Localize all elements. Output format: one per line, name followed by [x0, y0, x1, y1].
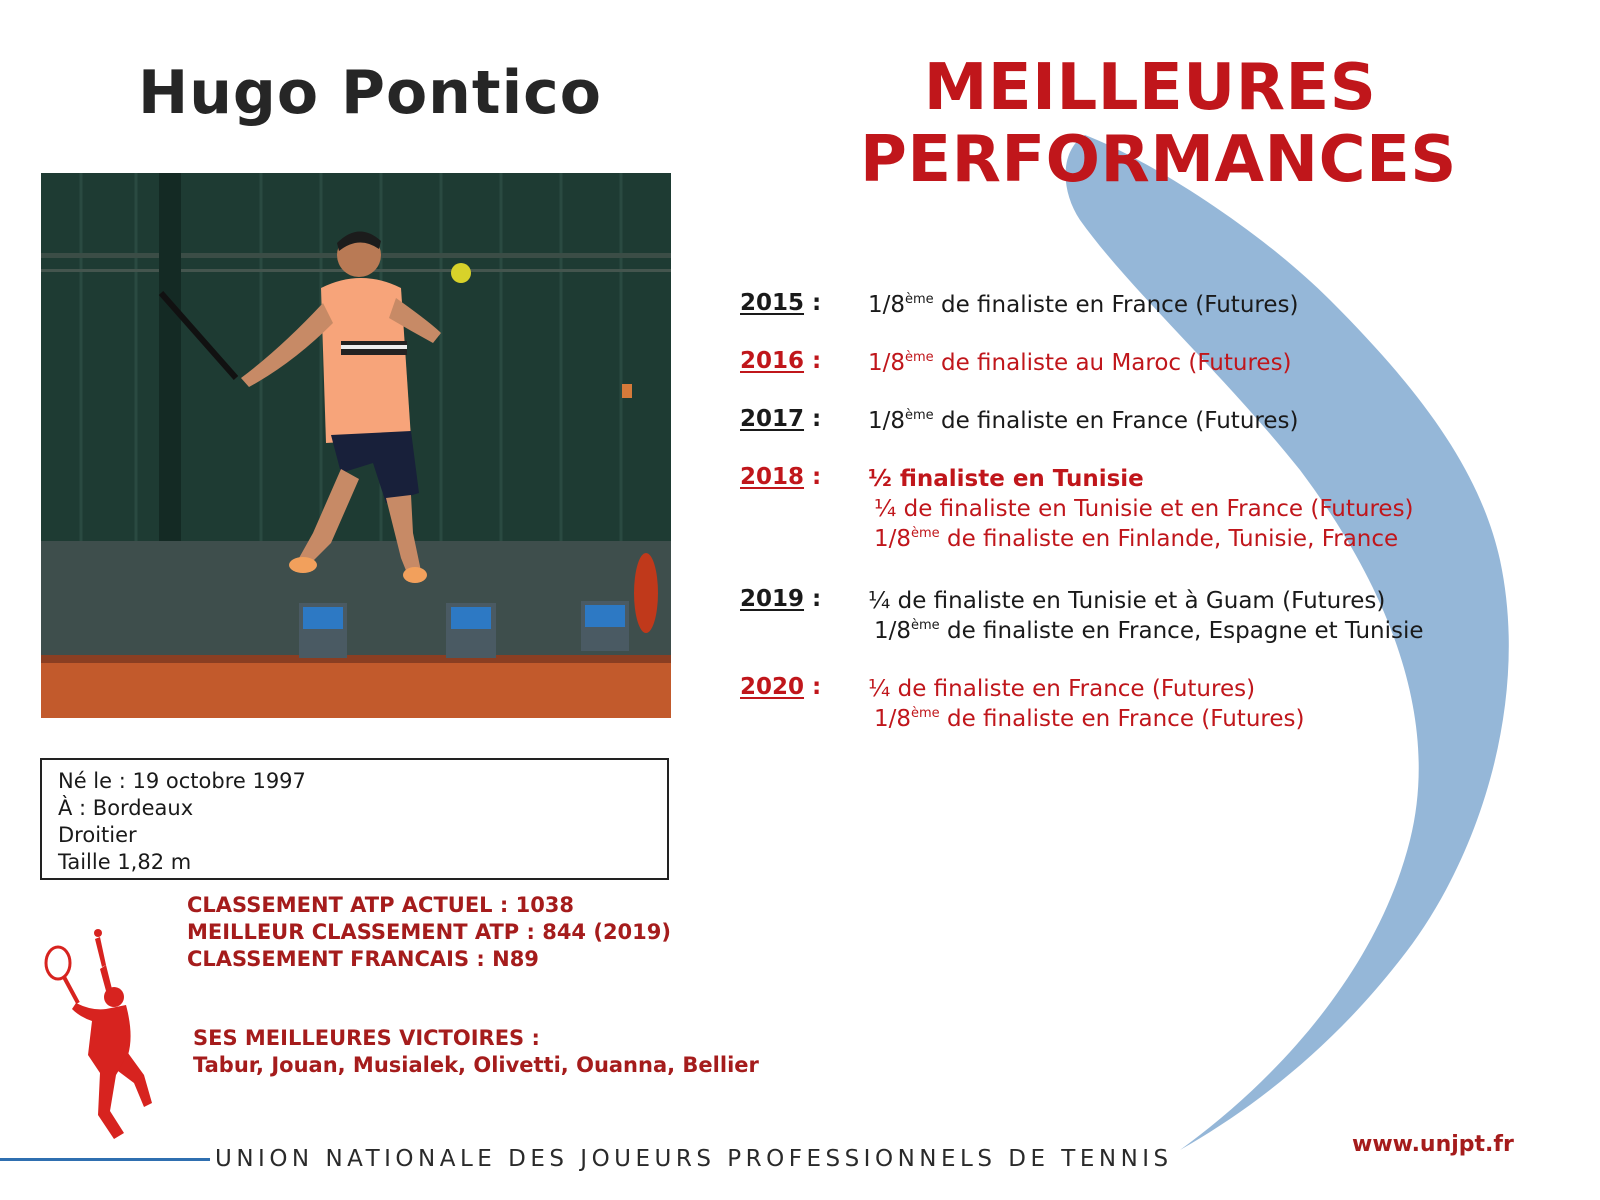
year-number: 2019 — [740, 586, 805, 612]
performance-lines — [868, 674, 1304, 734]
playing-hand: Droitier — [58, 823, 137, 847]
performance-year — [740, 586, 821, 612]
round-fraction: 1/8 — [874, 618, 912, 644]
footer-website-link[interactable]: www.unjpt.fr — [1352, 1132, 1514, 1157]
victories-list: Tabur, Jouan, Musialek, Olivetti, Ouanna, Bellier — [193, 1053, 759, 1077]
performance-lines — [868, 464, 1414, 554]
performance-result — [868, 616, 1424, 646]
result-text: de finaliste en France (Futures) — [939, 706, 1305, 732]
performances-title-line2: PERFORMANCES — [860, 123, 1457, 197]
year-separator: : — [804, 348, 822, 374]
tennis-player-silhouette-icon — [40, 925, 170, 1145]
french-ranking: CLASSEMENT FRANCAIS : N89 — [187, 947, 539, 971]
year-number: 2016 — [740, 348, 805, 374]
ordinal-superscript: ème — [905, 292, 934, 307]
result-text: ¼ de finaliste en Tunisie et à Guam (Futures) — [868, 588, 1386, 614]
performance-year — [740, 290, 821, 316]
rankings-block — [187, 892, 671, 973]
round-fraction: 1/8 — [874, 526, 912, 552]
performance-year — [740, 464, 821, 490]
result-text: de finaliste au Maroc (Futures) — [933, 350, 1292, 376]
performances-title-line1: MEILLEURES — [923, 51, 1377, 125]
performance-lines — [868, 586, 1424, 646]
performance-result — [868, 290, 1298, 320]
round-fraction: 1/8 — [868, 350, 906, 376]
year-number: 2015 — [740, 290, 805, 316]
performance-result — [868, 348, 1292, 378]
year-separator: : — [804, 586, 822, 612]
current-atp-ranking: CLASSEMENT ATP ACTUEL : 1038 — [187, 893, 575, 917]
ordinal-superscript: ème — [905, 408, 934, 423]
performance-result — [868, 464, 1414, 494]
player-name: Hugo Pontico — [138, 58, 602, 128]
ordinal-superscript: ème — [911, 618, 940, 633]
victories-title: SES MEILLEURES VICTOIRES : — [193, 1026, 540, 1050]
performance-year — [740, 674, 821, 700]
year-separator: : — [804, 290, 822, 316]
ordinal-superscript: ème — [911, 706, 940, 721]
performance-result — [868, 704, 1304, 734]
player-action-photo — [41, 173, 671, 718]
performance-result — [868, 406, 1298, 436]
year-number: 2018 — [740, 464, 805, 490]
result-text: de finaliste en Finlande, Tunisie, France — [939, 526, 1399, 552]
year-number: 2020 — [740, 674, 805, 700]
year-separator: : — [804, 464, 822, 490]
year-separator: : — [804, 674, 822, 700]
best-victories-block — [193, 1025, 759, 1079]
result-text: de finaliste en France, Espagne et Tunisie — [939, 618, 1424, 644]
performance-result — [868, 586, 1424, 616]
result-text: de finaliste en France (Futures) — [933, 408, 1299, 434]
performance-result — [868, 494, 1414, 524]
birth-date: Né le : 19 octobre 1997 — [58, 769, 306, 793]
performance-lines — [868, 406, 1298, 436]
performance-lines — [868, 290, 1298, 320]
performance-result — [868, 674, 1304, 704]
ordinal-superscript: ème — [911, 526, 940, 541]
result-text: ¼ de finaliste en France (Futures) — [868, 676, 1256, 702]
round-fraction: 1/8 — [868, 292, 906, 318]
year-number: 2017 — [740, 406, 805, 432]
year-separator: : — [804, 406, 822, 432]
round-fraction: 1/8 — [868, 408, 906, 434]
performance-year — [740, 348, 821, 374]
performance-result — [868, 524, 1414, 554]
birth-place: À : Bordeaux — [58, 796, 194, 820]
round-fraction: 1/8 — [874, 706, 912, 732]
footer-divider — [0, 1158, 210, 1161]
ordinal-superscript: ème — [905, 350, 934, 365]
performance-year — [740, 406, 821, 432]
player-info-box — [40, 758, 669, 880]
tennis-player-photo — [41, 173, 671, 718]
best-atp-ranking: MEILLEUR CLASSEMENT ATP : 844 (2019) — [187, 920, 671, 944]
result-text: ½ finaliste en Tunisie — [868, 466, 1144, 492]
result-text: ¼ de finaliste en Tunisie et en France (Futures) — [874, 496, 1414, 522]
performances-title — [860, 51, 1457, 197]
performance-lines — [868, 348, 1292, 378]
footer-organization: UNION NATIONALE DES JOUEURS PROFESSIONNELS DE TENNIS — [215, 1146, 1173, 1172]
player-height: Taille 1,82 m — [58, 850, 192, 874]
result-text: de finaliste en France (Futures) — [933, 292, 1299, 318]
